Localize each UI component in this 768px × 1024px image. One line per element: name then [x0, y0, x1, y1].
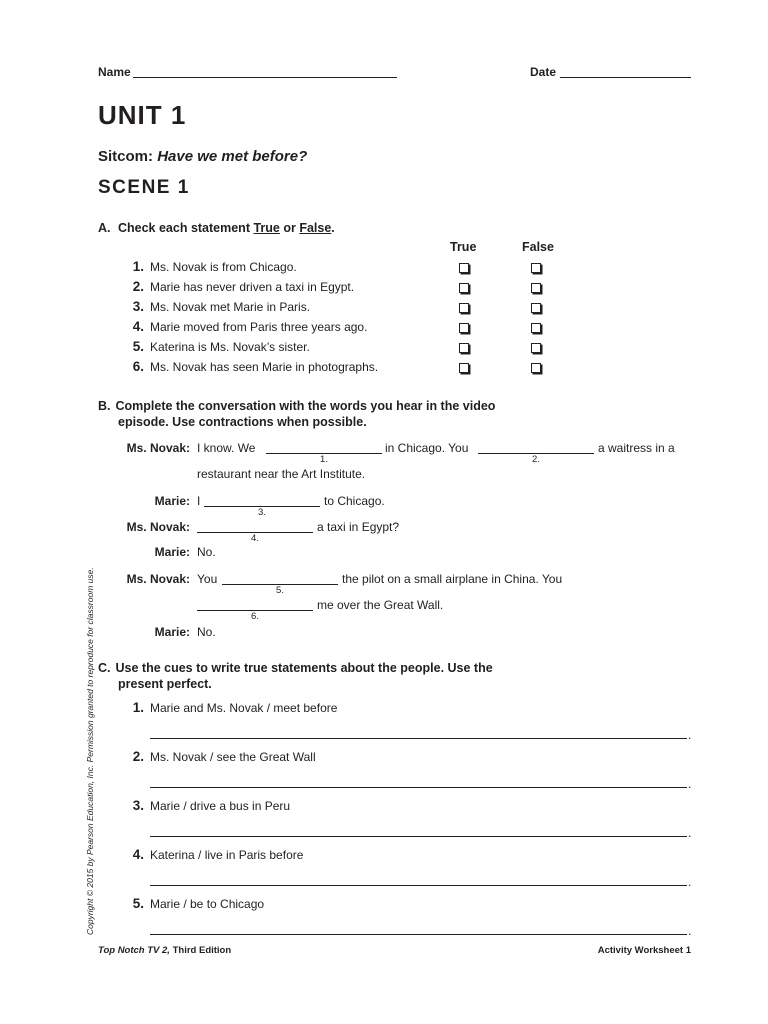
blank-number: 6. [251, 611, 259, 622]
item-number: 2. [132, 279, 144, 294]
section-c-instruction [98, 660, 493, 692]
column-false-header: False [522, 240, 554, 254]
section-b-text-2: episode. Use contractions when possible. [118, 415, 367, 429]
item-number: 6. [132, 359, 144, 374]
answer-end-period: . [688, 924, 692, 938]
speaker-marie: Marie: [154, 494, 190, 508]
true-checkbox[interactable] [459, 363, 469, 373]
cue-text: Marie and Ms. Novak / meet before [150, 701, 338, 715]
blank-number: 4. [251, 533, 259, 544]
answer-end-period: . [688, 875, 692, 889]
answer-end-period: . [688, 826, 692, 840]
speaker-ms-novak: Ms. Novak: [126, 441, 190, 455]
statement-text: Katerina is Ms. Novak’s sister. [150, 340, 310, 354]
section-b-instruction [98, 398, 495, 430]
conversation-text: a taxi in Egypt? [317, 520, 400, 534]
conversation-text: You [197, 572, 218, 586]
answer-line[interactable] [150, 885, 687, 886]
statement-text: Ms. Novak met Marie in Paris. [150, 300, 311, 314]
copyright-notice: Copyright © 2015 by Pearson Education, Inc. Permission granted to reproduce for classroom use. [85, 567, 95, 935]
footer-worksheet-label: Activity Worksheet 1 [597, 945, 691, 956]
item-number: 1. [132, 259, 144, 274]
blank-number: 3. [258, 507, 266, 518]
cue-number: 1. [132, 700, 144, 715]
false-checkbox[interactable] [531, 263, 541, 273]
cue-number: 2. [132, 749, 144, 764]
conversation-text: to Chicago. [324, 494, 385, 508]
name-label: Name [98, 65, 131, 79]
statement-text: Marie has never driven a taxi in Egypt. [150, 280, 355, 294]
answer-line[interactable] [150, 787, 687, 788]
conversation-text: I [197, 494, 201, 508]
answer-line[interactable] [150, 934, 687, 935]
unit-title: UNIT 1 [98, 100, 187, 130]
cue-text: Katerina / live in Paris before [150, 848, 304, 862]
conversation-text: No. [197, 625, 216, 639]
sitcom-title: Have we met before? [157, 148, 308, 165]
blank-number: 2. [532, 454, 540, 465]
conversation-text: restaurant near the Art Institute. [197, 467, 366, 481]
date-label: Date [530, 65, 557, 79]
conversation-text: me over the Great Wall. [317, 598, 444, 612]
sitcom-label: Sitcom: [98, 148, 154, 165]
conversation-text: in Chicago. You [385, 441, 469, 455]
blank-number: 1. [320, 454, 328, 465]
cue-text: Marie / drive a bus in Peru [150, 799, 291, 813]
false-checkbox[interactable] [531, 323, 541, 333]
conversation-text: the pilot on a small airplane in China. You [342, 572, 563, 586]
true-checkbox[interactable] [459, 323, 469, 333]
answer-end-period: . [688, 728, 692, 742]
statement-text: Ms. Novak has seen Marie in photographs. [150, 360, 379, 374]
true-checkbox[interactable] [459, 303, 469, 313]
item-number: 3. [132, 299, 144, 314]
book-edition: Third Edition [169, 945, 232, 956]
statement-text: Marie moved from Paris three years ago. [150, 320, 368, 334]
true-checkbox[interactable] [459, 283, 469, 293]
name-line [133, 77, 397, 78]
cue-number: 5. [132, 896, 144, 911]
answer-line[interactable] [150, 738, 687, 739]
statement-text: Ms. Novak is from Chicago. [150, 260, 297, 274]
false-word: False [299, 221, 332, 235]
speaker-ms-novak: Ms. Novak: [126, 572, 190, 586]
speaker-marie: Marie: [154, 625, 190, 639]
section-c-letter: C. [98, 661, 111, 675]
true-checkbox[interactable] [459, 263, 469, 273]
or-word: or [279, 221, 300, 235]
section-a-period: . [331, 221, 335, 235]
blank-number: 5. [276, 585, 284, 596]
date-line [560, 77, 691, 78]
true-checkbox[interactable] [459, 343, 469, 353]
section-c-text-2: present perfect. [118, 677, 212, 691]
false-checkbox[interactable] [531, 343, 541, 353]
conversation-text: No. [197, 545, 216, 559]
cue-number: 3. [132, 798, 144, 813]
cue-text: Ms. Novak / see the Great Wall [150, 750, 316, 764]
true-word: True [253, 221, 280, 235]
false-checkbox[interactable] [531, 363, 541, 373]
cue-text: Marie / be to Chicago [150, 897, 265, 911]
false-checkbox[interactable] [531, 303, 541, 313]
conversation-text: I know. We [197, 441, 256, 455]
section-b-text-1: Complete the conversation with the words you hear in the video [115, 399, 496, 413]
scene-title: SCENE 1 [98, 177, 190, 198]
item-number: 4. [132, 319, 144, 334]
section-a-instruction [98, 220, 335, 236]
speaker-ms-novak: Ms. Novak: [126, 520, 190, 534]
false-checkbox[interactable] [531, 283, 541, 293]
conversation-text: a waitress in a [598, 441, 675, 455]
footer-book-title [98, 945, 231, 956]
section-b-letter: B. [98, 399, 111, 413]
section-a-letter: A. [98, 221, 111, 235]
sitcom-heading [98, 148, 307, 165]
answer-end-period: . [688, 777, 692, 791]
section-c-text-1: Use the cues to write true statements about the people. Use the [115, 661, 493, 675]
column-true-header: True [450, 240, 477, 254]
section-a-text: Check each statement [117, 221, 254, 235]
answer-line[interactable] [150, 836, 687, 837]
book-title: Top Notch TV 2, [98, 945, 170, 956]
item-number: 5. [132, 339, 144, 354]
cue-number: 4. [132, 847, 144, 862]
speaker-marie: Marie: [154, 545, 190, 559]
